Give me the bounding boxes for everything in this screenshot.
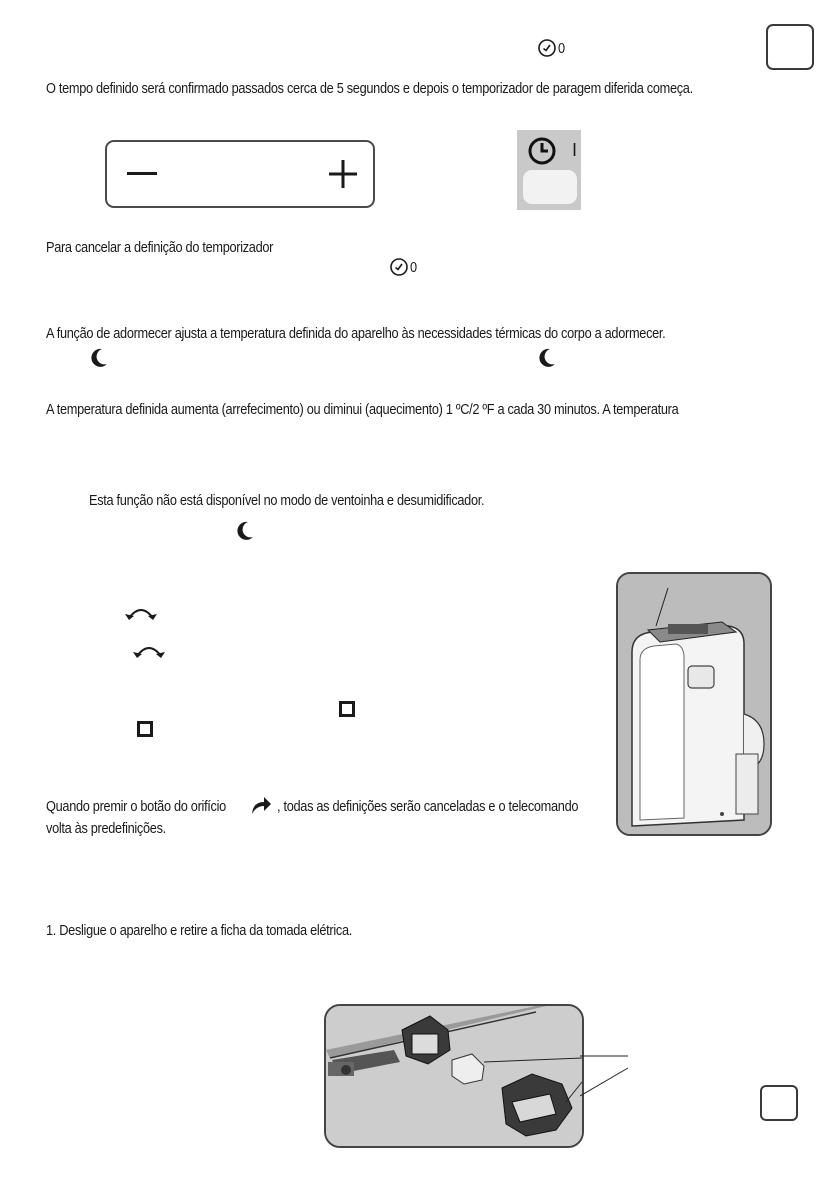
timer-off-label: 0: [558, 41, 565, 57]
timer-button-panel: [517, 130, 581, 210]
moon-icon: [236, 521, 254, 541]
square-button-icon: [137, 721, 153, 737]
square-button-icon: [339, 701, 355, 717]
air-conditioner-illustration: [618, 574, 770, 834]
air-conditioner-photo: [616, 572, 772, 836]
sleep-temp-text: A temperatura definida aumenta (arrefecimento) ou diminui (aquecimento) 1 ºC/2 ºF a cada 30 minutos. A temperatura: [46, 402, 679, 418]
page-number-badge: [760, 1085, 798, 1121]
plus-icon: [329, 160, 357, 188]
moon-icon: [90, 348, 108, 368]
swing-arrows-icon: [132, 642, 166, 660]
moon-icon: [538, 348, 556, 368]
timer-off-label: 0: [410, 260, 417, 276]
timer-panel-button: [523, 170, 577, 204]
sleep-note-text: Esta função não está disponível no modo de ventoinha e desumidificador.: [89, 493, 485, 509]
curved-arrow-icon: [250, 796, 272, 816]
filter-illustration: [326, 1006, 582, 1146]
timer-clock-icon: [389, 257, 409, 277]
timer-adjust-bar: [105, 140, 375, 208]
reset-text-line2: volta às predefinições.: [46, 821, 166, 837]
callout-lines: [580, 1050, 632, 1100]
timer-clock-icon: [537, 38, 557, 58]
swing-arrows-icon: [124, 604, 158, 622]
reset-text-line1-tail: , todas as definições serão canceladas e o telecomando: [277, 799, 579, 815]
reset-text-line1: Quando premir o botão do orifício: [46, 799, 226, 815]
timer-confirm-text: O tempo definido será confirmado passados cerca de 5 segundos e depois o temporizador de paragem diferida começa.: [46, 81, 693, 97]
timer-clock-icon: [527, 136, 557, 166]
timer-on-label: I: [572, 140, 578, 160]
language-badge: [766, 24, 814, 70]
timer-cancel-heading: Para cancelar a definição do temporizador: [46, 240, 274, 256]
filter-photo: [324, 1004, 584, 1148]
maintenance-step-1: 1. Desligue o aparelho e retire a ficha da tomada elétrica.: [46, 923, 352, 939]
minus-icon: [127, 172, 157, 176]
sleep-intro-text: A função de adormecer ajusta a temperatura definida do aparelho às necessidades térmicas do corpo a adormecer.: [46, 326, 666, 342]
